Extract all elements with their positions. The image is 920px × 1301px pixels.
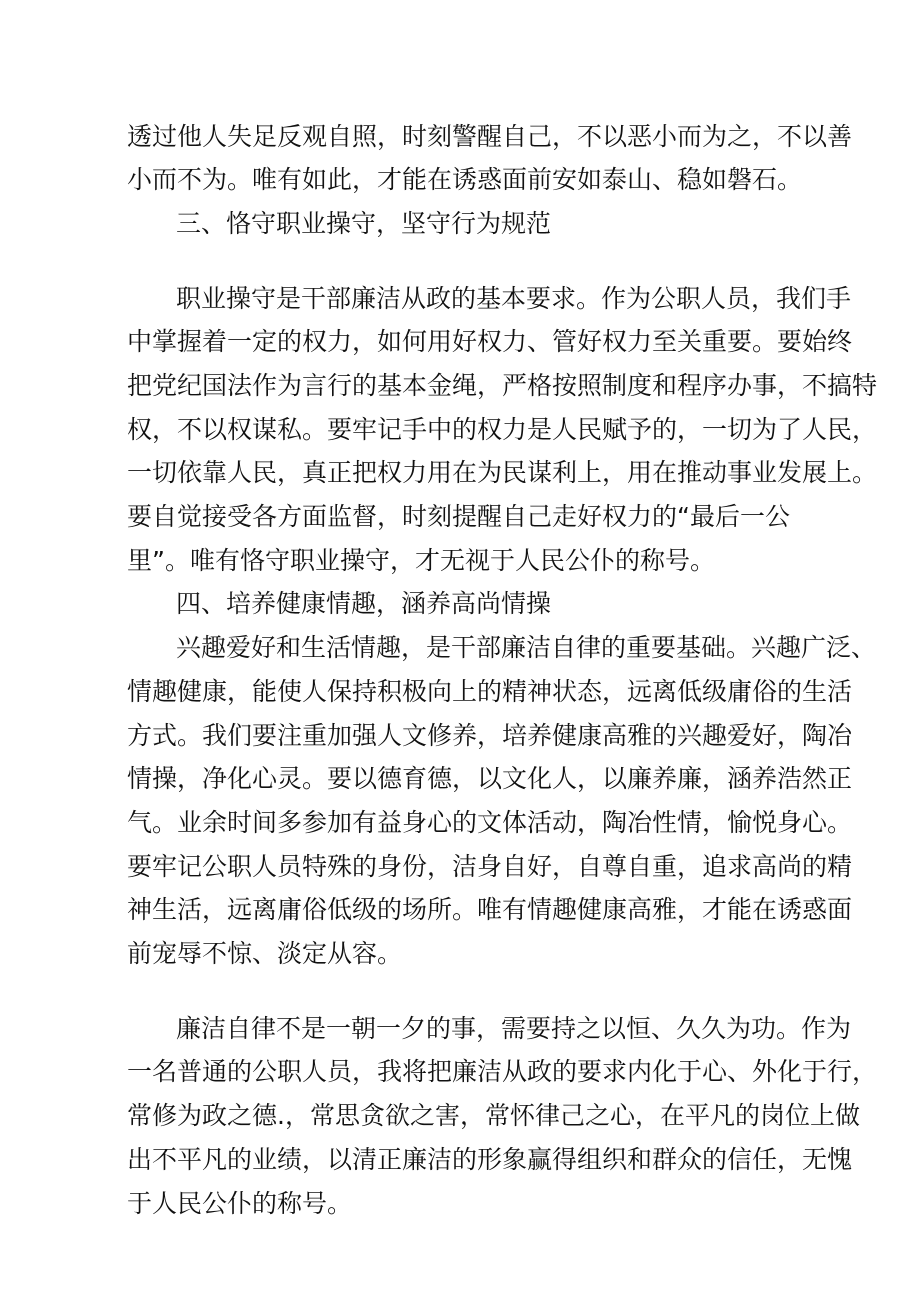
paragraph-line: 出不平凡的业绩，以清正廉洁的形象赢得组织和群众的信任，无愧 [127, 1145, 853, 1174]
paragraph-line: 常修为政之德.，常思贪欲之害，常怀律己之心，在平凡的岗位上做 [127, 1101, 860, 1130]
section-heading: 三、恪守职业操守，坚守行为规范 [176, 209, 552, 238]
paragraph-line: 权，不以权谋私。要牢记手中的权力是人民赋予的，一切为了人民， [127, 415, 878, 444]
paragraph-line: 于人民公仆的称号。 [127, 1189, 353, 1218]
paragraph-line: 神生活，远离庸俗低级的场所。唯有情趣健康高雅，才能在诱惑面 [127, 895, 853, 924]
paragraph-line: 情操，净化心灵。要以德育德，以文化人，以廉养廉，涵养浩然正 [127, 764, 853, 793]
paragraph-line: 一切依靠人民，真正把权力用在为民谋利上，用在推动事业发展上。 [127, 458, 878, 487]
paragraph-line: 情趣健康，能使人保持积极向上的精神状态，远离低级庸俗的生活 [127, 677, 853, 706]
paragraph-line: 要自觉接受各方面监督，时刻提醒自己走好权力的“最后一公 [127, 502, 790, 531]
paragraph-line: 透过他人失足反观自照，时刻警醒自己，不以恶小而为之，不以善 [127, 122, 853, 151]
paragraph-line: 小而不为。唯有如此，才能在诱惑面前安如泰山、稳如磐石。 [127, 165, 803, 194]
paragraph-line: 把党纪国法作为言行的基本金绳，严格按照制度和程序办事，不搞特 [127, 371, 878, 400]
paragraph-line: 要牢记公职人员特殊的身份，洁身自好，自尊自重，追求高尚的精 [127, 852, 853, 881]
paragraph-line: 气。业余时间多参加有益身心的文体活动，陶冶性情，愉悦身心。 [127, 808, 853, 837]
paragraph-line: 一名普通的公职人员，我将把廉洁从政的要求内化于心、外化于行， [127, 1057, 878, 1086]
paragraph-line: 职业操守是干部廉洁从政的基本要求。作为公职人员，我们手 [176, 284, 852, 313]
paragraph-line: 中掌握着一定的权力，如何用好权力、管好权力至关重要。要始终 [127, 327, 853, 356]
paragraph-line: 前宠辱不惊、淡定从容。 [127, 939, 403, 968]
paragraph-line: 方式。我们要注重加强人文修养，培养健康高雅的兴趣爱好，陶冶 [127, 721, 853, 750]
section-heading: 四、培养健康情趣，涵养高尚情操 [176, 589, 552, 618]
paragraph-line: 里”。唯有恪守职业操守，才无视于人民公仆的称号。 [127, 546, 715, 575]
paragraph-line: 兴趣爱好和生活情趣，是干部廉洁自律的重要基础。兴趣广泛、 [176, 633, 877, 662]
paragraph-line: 廉洁自律不是一朝一夕的事，需要持之以恒、久久为功。作为 [176, 1014, 852, 1043]
